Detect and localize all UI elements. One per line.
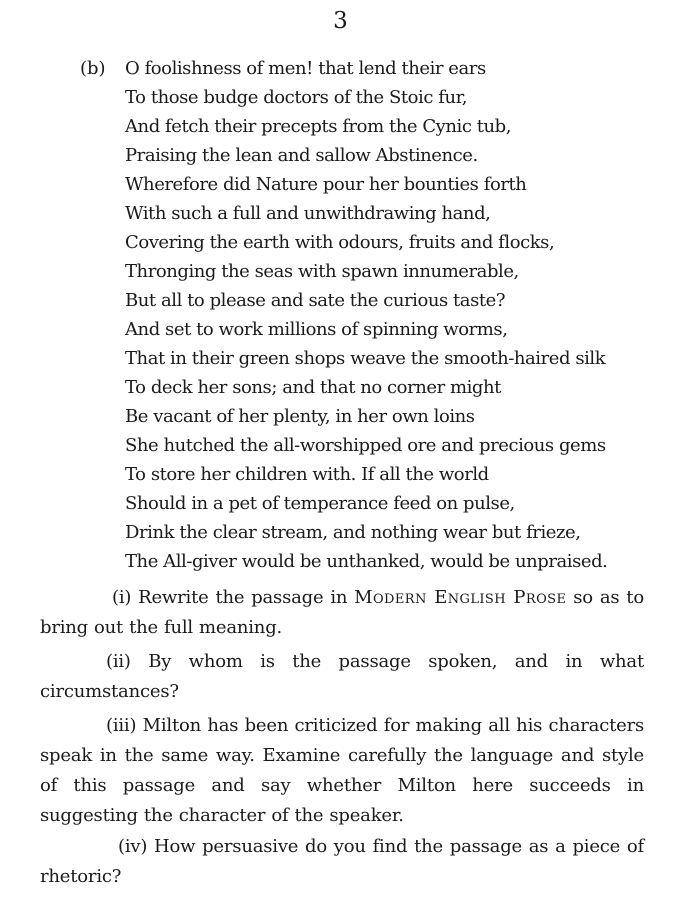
question-number: (iv) (118, 836, 148, 857)
question-number: (i) (112, 587, 132, 608)
question-emphasis: Modern English Prose (354, 587, 567, 608)
poem-line: To store her children with. If all the world (125, 464, 489, 485)
poem-line: To those budge doctors of the Stoic fur, (125, 87, 468, 108)
question-number: (ii) (106, 651, 131, 672)
question-number: (iii) (106, 715, 137, 736)
question-text: How persuasive do you find the passage as a piece of rhetoric? (40, 836, 644, 887)
poem-line: She hutched the all-worshipped ore and precious gems (125, 435, 606, 456)
section-label (80, 54, 106, 83)
poem-line: Praising the lean and sallow Abstinence. (125, 145, 478, 166)
poem-line: With such a full and unwithdrawing hand, (125, 203, 491, 224)
question-iv (40, 832, 644, 892)
poem-line: And set to work millions of spinning worms, (125, 319, 508, 340)
poem-line: Covering the earth with odours, fruits and flocks, (125, 232, 555, 253)
page-number: 3 (333, 8, 348, 34)
question-ii (40, 647, 644, 707)
question-iii (40, 711, 644, 831)
poem-passage (125, 54, 670, 576)
section-label-text: (b) (80, 58, 106, 79)
poem-line: Wherefore did Nature pour her bounties forth (125, 174, 527, 195)
poem-line: The All-giver would be unthanked, would be unpraised. (125, 551, 608, 572)
poem-line: Drink the clear stream, and nothing wear but frieze, (125, 522, 581, 543)
poem-line: To deck her sons; and that no corner might (125, 377, 501, 398)
poem-line: O foolishness of men! that lend their ears (125, 58, 486, 79)
poem-line: But all to please and sate the curious taste? (125, 290, 506, 311)
poem-line: Be vacant of her plenty, in her own loins (125, 406, 475, 427)
poem-line: Thronging the seas with spawn innumerable, (125, 261, 519, 282)
question-text: so as to bring out the full meaning. (40, 587, 644, 638)
question-i (40, 583, 644, 643)
question-text: Rewrite the passage in (138, 587, 348, 608)
poem-line: That in their green shops weave the smooth-haired silk (125, 348, 606, 369)
poem-line: And fetch their precepts from the Cynic tub, (125, 116, 512, 137)
question-text: Milton has been criticized for making all his characters speak in the same way. Examine carefully the language and style of this passage and say whether Milton here succeeds in suggesting the character of the speaker. (40, 715, 645, 826)
question-text: By whom is the passage spoken, and in what circumstances? (40, 651, 644, 702)
poem-line: Should in a pet of temperance feed on pulse, (125, 493, 515, 514)
